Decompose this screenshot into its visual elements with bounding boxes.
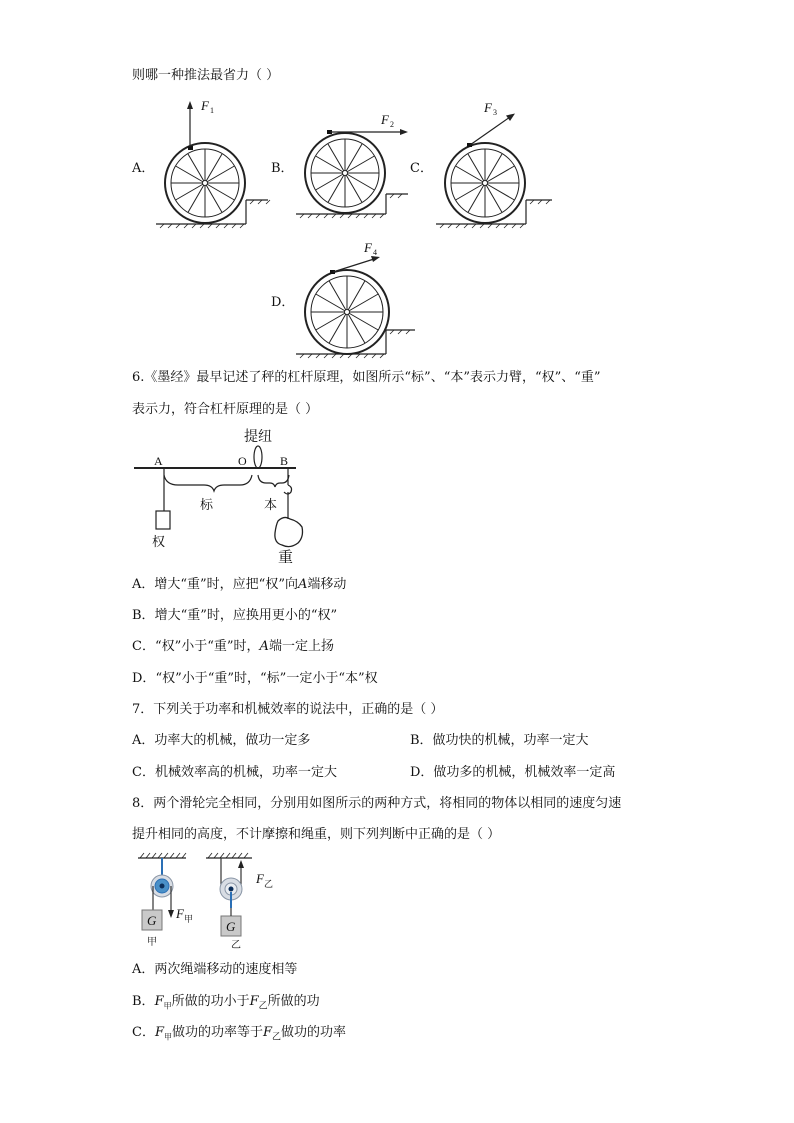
q7-stem: 7．下列关于功率和机械效率的说法中，正确的是（ ） [132, 702, 444, 717]
point-o-label: O [238, 454, 247, 468]
zhong-label: 重 [278, 550, 294, 566]
jia-label: 甲 [147, 937, 157, 948]
pulley-yi [206, 853, 273, 951]
force-arrow-f1 [187, 101, 193, 147]
force-sub-1: 1 [210, 106, 214, 115]
force-f-jia: F [176, 906, 184, 921]
force-label-f3: F [484, 100, 492, 115]
force-label-f4: F [364, 240, 372, 255]
q8-stem-line2: 提升相同的高度，不计摩擦和绳重，则下列判断中正确的是（ ） [132, 827, 501, 842]
force-label-f2: F [381, 112, 389, 127]
weight-g-jia: G [147, 913, 157, 928]
q5-option-a-label: A． [132, 161, 155, 176]
q8-stem-line1: 8．两个滑轮完全相同，分别用如图所示的两种方式，将相同的物体以相同的速度匀速 [132, 796, 622, 811]
q8-option-c: C．$F_甲$做功的功率等于$F_乙$做功的功率 [132, 1025, 347, 1043]
q6-option-a: A．增大“重”时，应把“权”向A端移动 [132, 577, 347, 592]
q6-option-c: C．“权”小于“重”时，A端一定上扬 [132, 639, 334, 654]
q6-option-d: D．“权”小于“重”时，“标”一定小于“本”权 [132, 671, 378, 686]
q6-steelyard-figure [130, 425, 310, 570]
q7-option-d: D．做功多的机械，机械效率一定高 [410, 765, 616, 780]
q5-option-d-label: D． [271, 295, 295, 310]
q6-option-b: B．增大“重”时，应换用更小的“权” [132, 608, 338, 623]
q6-stem-line1: 6.《墨经》最早记述了秤的杠杆原理，如图所示“标”、“本”表示力臂，“权”、“重” [132, 370, 601, 385]
wheel [165, 143, 245, 223]
yi-label: 乙 [231, 940, 241, 951]
q5-wheel-figure-d [290, 235, 420, 360]
q5-option-b-label: B． [271, 161, 294, 176]
q5-wheel-figure-b [290, 110, 420, 220]
q8-option-b: B．$F_甲$所做的功小于$F_乙$所做的功 [132, 994, 320, 1012]
q8-pulley-figure [130, 852, 300, 952]
biao-label: 标 [200, 497, 214, 512]
q6-stem-line2: 表示力，符合杠杆原理的是（ ） [132, 402, 319, 417]
tinui-label: 提纽 [244, 430, 272, 445]
force-sub-2: 2 [390, 120, 394, 129]
point-b-label: B [280, 454, 289, 468]
force-sub-3: 3 [493, 108, 497, 117]
q7-option-a: A．功率大的机械，做功一定多 [132, 733, 311, 748]
force-sub-jia: 甲 [184, 914, 194, 924]
force-label-f1: F [201, 98, 209, 113]
force-sub-yi: 乙 [264, 879, 274, 889]
ben-label: 本 [264, 497, 278, 512]
pulley-jia [138, 853, 193, 948]
force-f-yi: F [256, 871, 264, 886]
weight-g-yi: G [226, 919, 236, 934]
q8-option-a: A．两次绳端移动的速度相等 [132, 962, 298, 977]
q5-option-c-label: C． [410, 161, 433, 176]
force-sub-4: 4 [373, 248, 377, 257]
q5-wheel-figure-c [430, 100, 560, 230]
q5-stem-tail: 则哪一种推法最省力（ ） [132, 68, 280, 83]
q7-option-b: B．做功快的机械，功率一定大 [410, 733, 589, 748]
q5-wheel-figure-a [150, 95, 280, 230]
point-a-label: A [154, 454, 163, 468]
quan-label: 权 [152, 534, 166, 549]
ground [156, 200, 270, 228]
q7-option-c: C．机械效率高的机械，功率一定大 [132, 765, 337, 780]
